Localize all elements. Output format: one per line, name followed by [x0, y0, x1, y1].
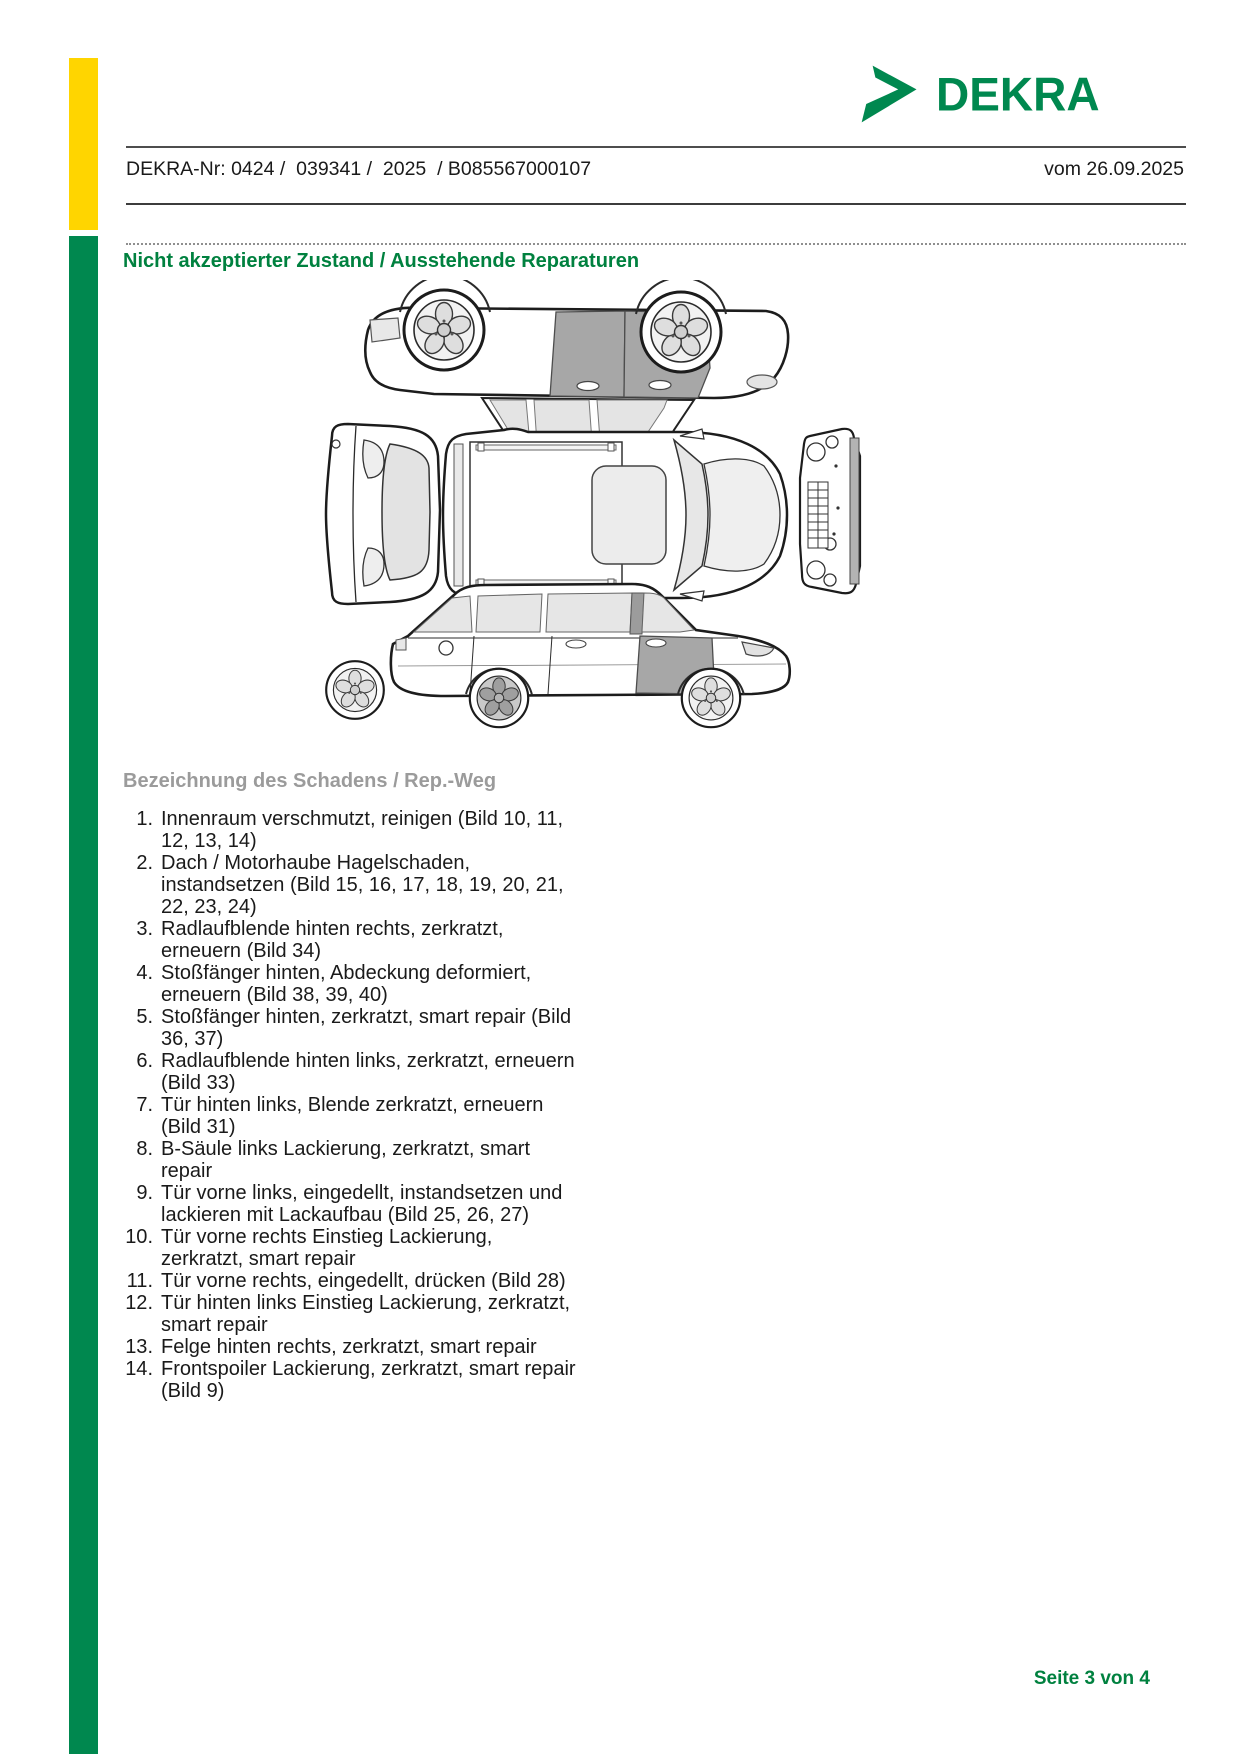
damage-list-item — [123, 1094, 576, 1138]
damage-item-text: Tür vorne rechts Einstieg Lackierung, zerkratzt, smart repair — [161, 1226, 493, 1270]
header-rule-top — [126, 146, 1186, 148]
damage-list-item — [123, 1336, 576, 1358]
damage-list-item — [123, 1050, 576, 1094]
dekra-logo — [858, 60, 1100, 128]
damage-item-text: Tür hinten links, Blende zerkratzt, erneuern (Bild 31) — [161, 1094, 544, 1138]
damage-list-item — [123, 1138, 576, 1182]
document-date: vom 26.09.2025 — [1044, 158, 1184, 180]
damage-item-text: Stoßfänger hinten, Abdeckung deformiert, erneuern (Bild 38, 39, 40) — [161, 962, 532, 1006]
front-carrier-view — [800, 429, 860, 593]
damaged-rear-wheel — [470, 669, 528, 727]
rear-view — [326, 424, 440, 604]
damage-list-item — [123, 1292, 576, 1336]
damage-item-text: Tür hinten links Einstieg Lackierung, zerkratzt, smart repair — [161, 1292, 571, 1336]
damage-item-text: Frontspoiler Lackierung, zerkratzt, smart repair (Bild 9) — [161, 1358, 576, 1402]
damage-list-item — [123, 808, 576, 852]
dotted-separator — [126, 243, 1186, 245]
spare-wheel — [326, 661, 384, 719]
damage-item-text: Tür vorne rechts, eingedellt, drücken (Bild 28) — [161, 1270, 566, 1292]
top-view — [443, 429, 787, 602]
damage-item-text: Felge hinten rechts, zerkratzt, smart repair — [161, 1336, 537, 1358]
damage-list — [123, 808, 576, 1402]
damage-list-item — [123, 1006, 576, 1050]
dekra-arrow-icon — [858, 60, 922, 128]
damage-list-item — [123, 962, 576, 1006]
dekra-logo-text: DEKRA — [936, 67, 1100, 121]
edge-bar-green — [69, 236, 98, 1754]
header-row — [126, 158, 1184, 181]
damage-list-item — [123, 1270, 576, 1292]
damage-item-text: Innenraum verschmutzt, reinigen (Bild 10, 11, 12, 13, 14) — [161, 808, 564, 852]
side-view — [391, 584, 790, 727]
damage-list-item — [123, 918, 576, 962]
page-indicator: Seite 3 von 4 — [1033, 1668, 1150, 1689]
damage-item-text: B-Säule links Lackierung, zerkratzt, smart repair — [161, 1138, 531, 1182]
section-title: Nicht akzeptierter Zustand / Ausstehende Reparaturen — [123, 250, 640, 272]
damage-item-text: Radlaufblende hinten rechts, zerkratzt, erneuern (Bild 34) — [161, 918, 504, 962]
damage-list-item — [123, 1226, 576, 1270]
damage-list-item — [123, 1358, 576, 1402]
damage-item-text: Radlaufblende hinten links, zerkratzt, erneuern (Bild 33) — [161, 1050, 575, 1094]
damage-list-item — [123, 852, 576, 918]
document-number: DEKRA-Nr: 0424 / 039341 / 2025 / B085567000107 — [126, 158, 592, 180]
vehicle-damage-diagram — [276, 280, 866, 765]
damage-subtitle: Bezeichnung des Schadens / Rep.-Weg — [123, 770, 497, 792]
damage-item-text: Tür vorne links, eingedellt, instandsetzen und lackieren mit Lackaufbau (Bild 25, 26, 27) — [161, 1182, 563, 1226]
damage-item-text: Dach / Motorhaube Hagelschaden, instandsetzen (Bild 15, 16, 17, 18, 19, 20, 21, 22, 23, 24) — [161, 852, 564, 918]
damage-list-item — [123, 1182, 576, 1226]
damage-item-text: Stoßfänger hinten, zerkratzt, smart repair (Bild 36, 37) — [161, 1006, 572, 1050]
header-rule-bottom — [126, 203, 1186, 205]
edge-bar-yellow — [69, 58, 98, 230]
